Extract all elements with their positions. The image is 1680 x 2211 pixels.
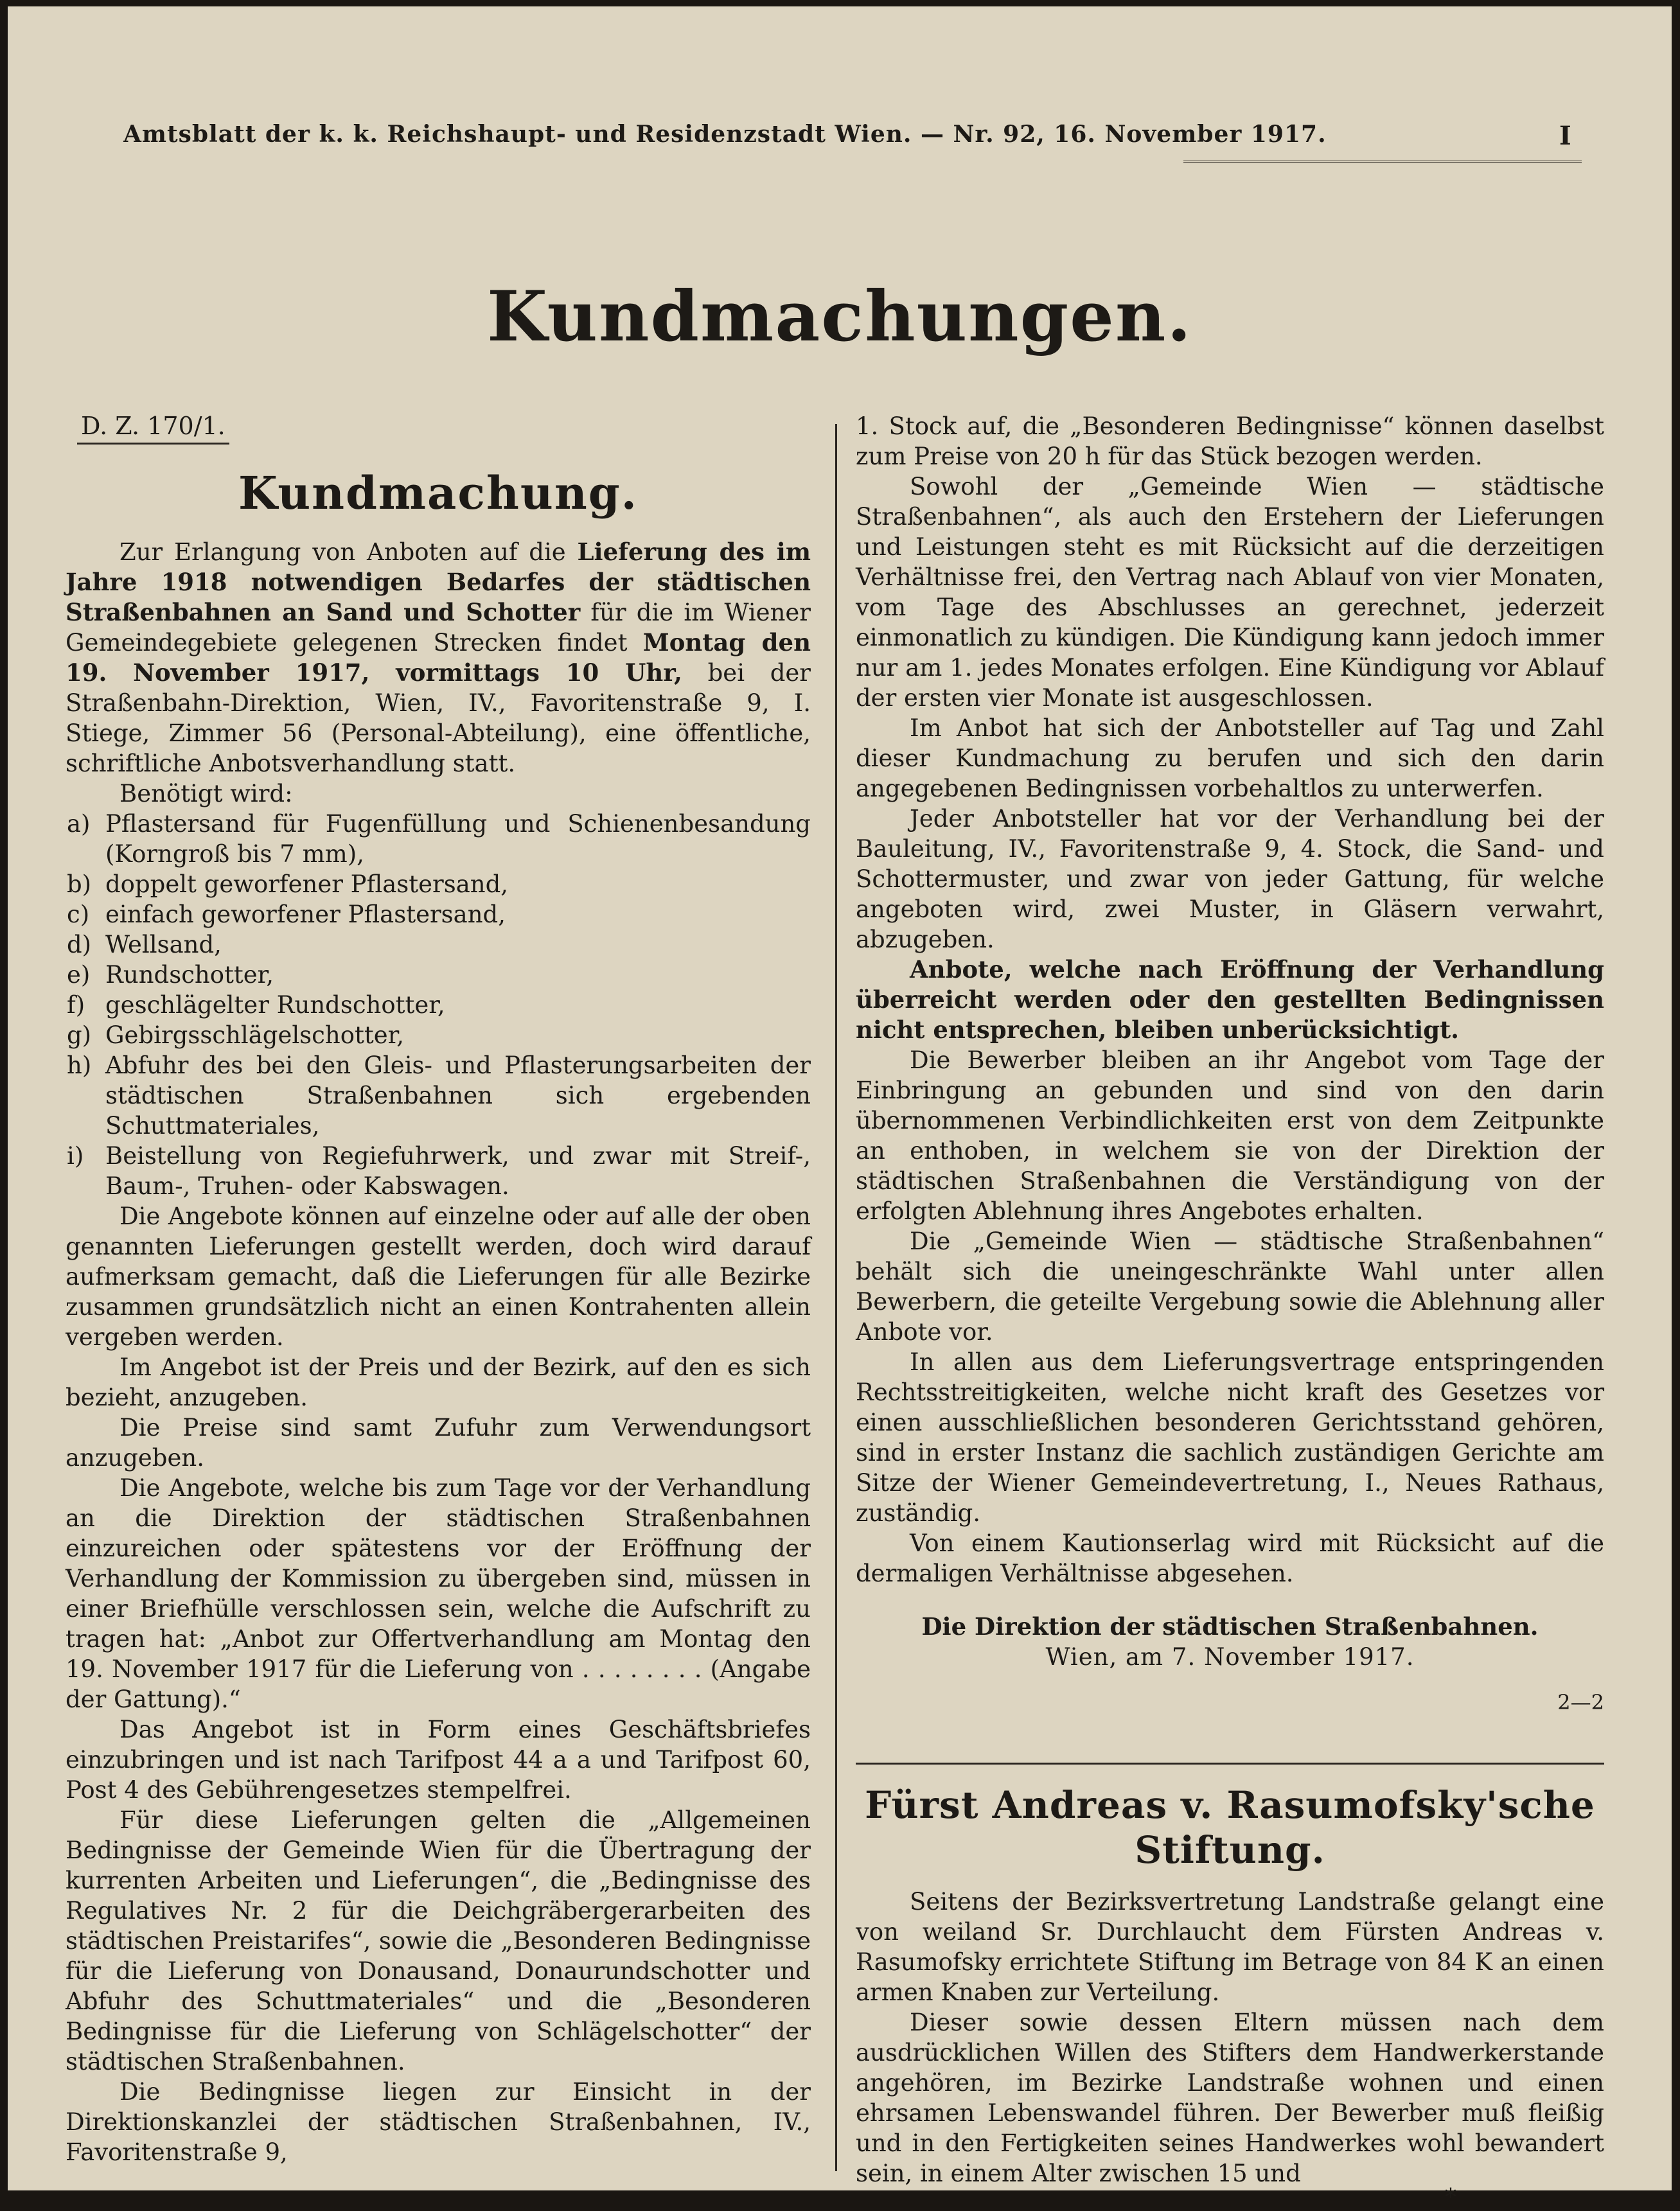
list-item: d) Wellsand, bbox=[67, 931, 222, 958]
list-item: i) Beistellung von Regiefuhrwerk, und zwar mit Streif-, Baum-, Truhen- oder Kabswagen. bbox=[67, 1142, 811, 1200]
paragraph: Von einem Kautionserlag wird mit Rücksicht auf die dermaligen Verhältnisse abgesehen. bbox=[856, 1529, 1604, 1587]
foundation-title: Fürst Andreas v. Rasumofsky'sche Stiftung. bbox=[865, 1783, 1595, 1872]
paragraph: Die Angebote, welche bis zum Tage vor der Verhandlung an die Direktion der städtischen Straßenbahnen einzureichen oder spätestens vor der Eröffnung der Verhandlung der Kommission zu übergeben sind, müssen in einer Briefhülle verschlossen sein, welche die Aufschrift zu tragen hat: „Anbot zur Offertverhandlung am Montag den 19. November 1917 für die Lieferung von . . . . . . . . (Angabe der Gattung).“ bbox=[66, 1474, 811, 1713]
paragraph: Die Angebote können auf einzelne oder auf alle der oben genannten Lieferungen gestellt werden, doch wird darauf aufmerksam gemacht, daß die Lieferungen für alle Bezirke zusammen grundsätzlich nicht an einen Kontrahenten allein vergeben werden. bbox=[66, 1202, 811, 1351]
paragraph: Im Angebot ist der Preis und der Bezirk, auf den es sich bezieht, anzugeben. bbox=[66, 1353, 811, 1411]
required-label: Benötigt wird: bbox=[119, 780, 293, 807]
bold-paragraph: Anbote, welche nach Eröffnung der Verhandlung überreicht werden oder den gestellten Bedingnissen nicht entsprechen, bleiben unberücksichtigt. bbox=[856, 955, 1604, 1044]
paragraph: Dieser sowie dessen Eltern müssen nach dem ausdrücklichen Willen des Stifters dem Handwerkerstande angehören, im Bezirke Landstraße wohnen und einen ehrsamen Lebenswandel führen. Der Bewerber muß fleißig und in den Fertigkeiten seines Handwerkes wohl bewandert sein, in einem Alter zwischen 15 und bbox=[856, 2009, 1604, 2187]
notice-title: Kundmachung. bbox=[238, 466, 639, 520]
signature: Die Direktion der städtischen Straßenbahnen. bbox=[921, 1612, 1539, 1641]
paragraph: Sowohl der „Gemeinde Wien — städtische Straßenbahnen“, als auch den Erstehern der Lieferungen und Leistungen steht es mit Rücksicht auf die derzeitigen Verhältnisse frei, den Vertrag nach Ablauf von vier Monaten, vom Tage des Abschlusses an gerechnet, jederzeit einmonatlich zu kündigen. Die Kündigung kann jedoch immer nur am 1. jedes Monates erfolgen. Eine Kündigung vor Ablauf der ersten vier Monate ist ausgeschlossen. bbox=[856, 473, 1604, 712]
right-column bbox=[856, 411, 1604, 2211]
list-item: f) geschlägelter Rundschotter, bbox=[67, 991, 445, 1019]
paragraph: Die Bewerber bleiben an ihr Angebot vom Tage der Einbringung an gebunden und sind von den darin übernommenen Verbindlichkeiten erst von dem Zeitpunkte an enthoben, in welchem sie von der Direktion der städtischen Straßenbahnen die Verständigung von der erfolgten Ablehnung ihres Angebotes erhalten. bbox=[856, 1046, 1604, 1225]
masthead: Amtsblatt der k. k. Reichshaupt- und Residenzstadt Wien. — Nr. 92, 16. November 1917. bbox=[123, 121, 1327, 148]
page-title: Kundmachungen. bbox=[487, 276, 1192, 357]
newspaper-page bbox=[8, 6, 1672, 2211]
paragraph: Die Bedingnisse liegen zur Einsicht in der Direktionskanzlei der städtischen Straßenbahnen, IV., Favoritenstraße 9, bbox=[66, 2078, 811, 2166]
page-number: I bbox=[1559, 121, 1571, 151]
section-divider bbox=[856, 1763, 1604, 1765]
required-items-list bbox=[66, 809, 811, 1201]
paragraph: Seitens der Bezirksvertretung Landstraße gelangt eine von weiland Sr. Durchlaucht dem Fürsten Andreas v. Rasumofsky errichtete Stiftung im Betrage von 84 K an einen armen Knaben zur Verteilung. bbox=[856, 1888, 1604, 2006]
place-date: Wien, am 7. November 1917. bbox=[1045, 1643, 1415, 1671]
list-item: g) Gebirgsschlägelschotter, bbox=[67, 1021, 405, 1049]
footnote-mark: * bbox=[1445, 2185, 1456, 2211]
list-item: c) einfach geworfener Pflastersand, bbox=[67, 901, 506, 928]
left-column bbox=[66, 411, 811, 2167]
paragraph: Das Angebot ist in Form eines Geschäftsbriefes einzubringen und ist nach Tarifpost 44 a a und Tarifpost 60, Post 4 des Gebührengesetzes stempelfrei. bbox=[66, 1716, 811, 1804]
paragraph: Die Preise sind samt Zufuhr zum Verwendungsort anzugeben. bbox=[66, 1414, 811, 1472]
column-divider bbox=[835, 424, 837, 2171]
paragraph: Im Anbot hat sich der Anbotsteller auf Tag und Zahl dieser Kundmachung zu berufen und sich den darin angegebenen Bedingnissen vorbehaltlos zu unterwerfen. bbox=[856, 714, 1604, 802]
paragraph: Für diese Lieferungen gelten die „Allgemeinen Bedingnisse der Gemeinde Wien für die Übertragung der kurrenten Arbeiten und Lieferungen“, die „Bedingnisse des Regulatives Nr. 2 für die Deichgräbergerarbeiten des städtischen Preistarifes“, sowie die „Besonderen Bedingnisse für die Lieferung von Donausand, Donaurundschotter und Abfuhr des Schuttmateriales“ und die „Besonderen Bedingnisse für die Lieferung von Schlägelschotter“ der städtischen Straßenbahnen. bbox=[66, 1806, 811, 2075]
paragraph: Jeder Anbotsteller hat vor der Verhandlung bei der Bauleitung, IV., Favoritenstraße 9, 4. Stock, die Sand- und Schottermuster, und zwar von jeder Gattung, für welche angeboten wird, zwei Muster, in Gläsern verwahrt, abzugeben. bbox=[856, 805, 1604, 953]
notice-intro: Zur Erlangung von Anboten auf die Lieferung des im Jahre 1918 notwendigen Bedarfes der städtischen Straßenbahnen an Sand und Schotter für die im Wiener Gemeindegebiete gelegenen Strecken findet Montag den 19. November 1917, vormittags 10 Uhr, bei der Straßenbahn-Direktion, Wien, IV., Favoritenstraße 9, I. Stiege, Zimmer 56 (Personal-Abteilung), eine öffentliche, schriftliche Anbotsverhandlung statt. bbox=[66, 538, 811, 777]
paragraph: In allen aus dem Lieferungsvertrage entspringenden Rechtsstreitigkeiten, welche nicht kraft des Gesetzes vor einen ausschließlichen besonderen Gerichtsstand gehören, sind in erster Instanz die sachlich zuständigen Gerichte am Sitze der Wiener Gemeindevertretung, I., Neues Rathaus, zuständig. bbox=[856, 1348, 1604, 1527]
list-item: b) doppelt geworfener Pflastersand, bbox=[67, 870, 509, 898]
paragraph: Die „Gemeinde Wien — städtische Straßenbahnen“ behält sich die uneingeschränkte Wahl unter allen Bewerbern, die geteilte Vergebung sowie die Ablehnung aller Anbote vor. bbox=[856, 1228, 1604, 1346]
list-item: h) Abfuhr des bei den Gleis- und Pflasterungsarbeiten der städtischen Straßenbahnen sich ergebenden Schuttmateriales, bbox=[67, 1052, 811, 1140]
list-item: a) Pflastersand für Fugenfüllung und Schienenbesandung (Korngroß bis 7 mm), bbox=[67, 810, 811, 868]
masthead-rule bbox=[1183, 161, 1582, 163]
notice-code: 2—2 bbox=[1557, 1690, 1604, 1714]
list-item: e) Rundschotter, bbox=[67, 961, 274, 989]
notice-reference: D. Z. 170/1. bbox=[77, 411, 229, 445]
paragraph-continuation: 1. Stock auf, die „Besonderen Bedingnisse“ können daselbst zum Preise von 20 h für das Stück bezogen werden. bbox=[856, 412, 1604, 470]
